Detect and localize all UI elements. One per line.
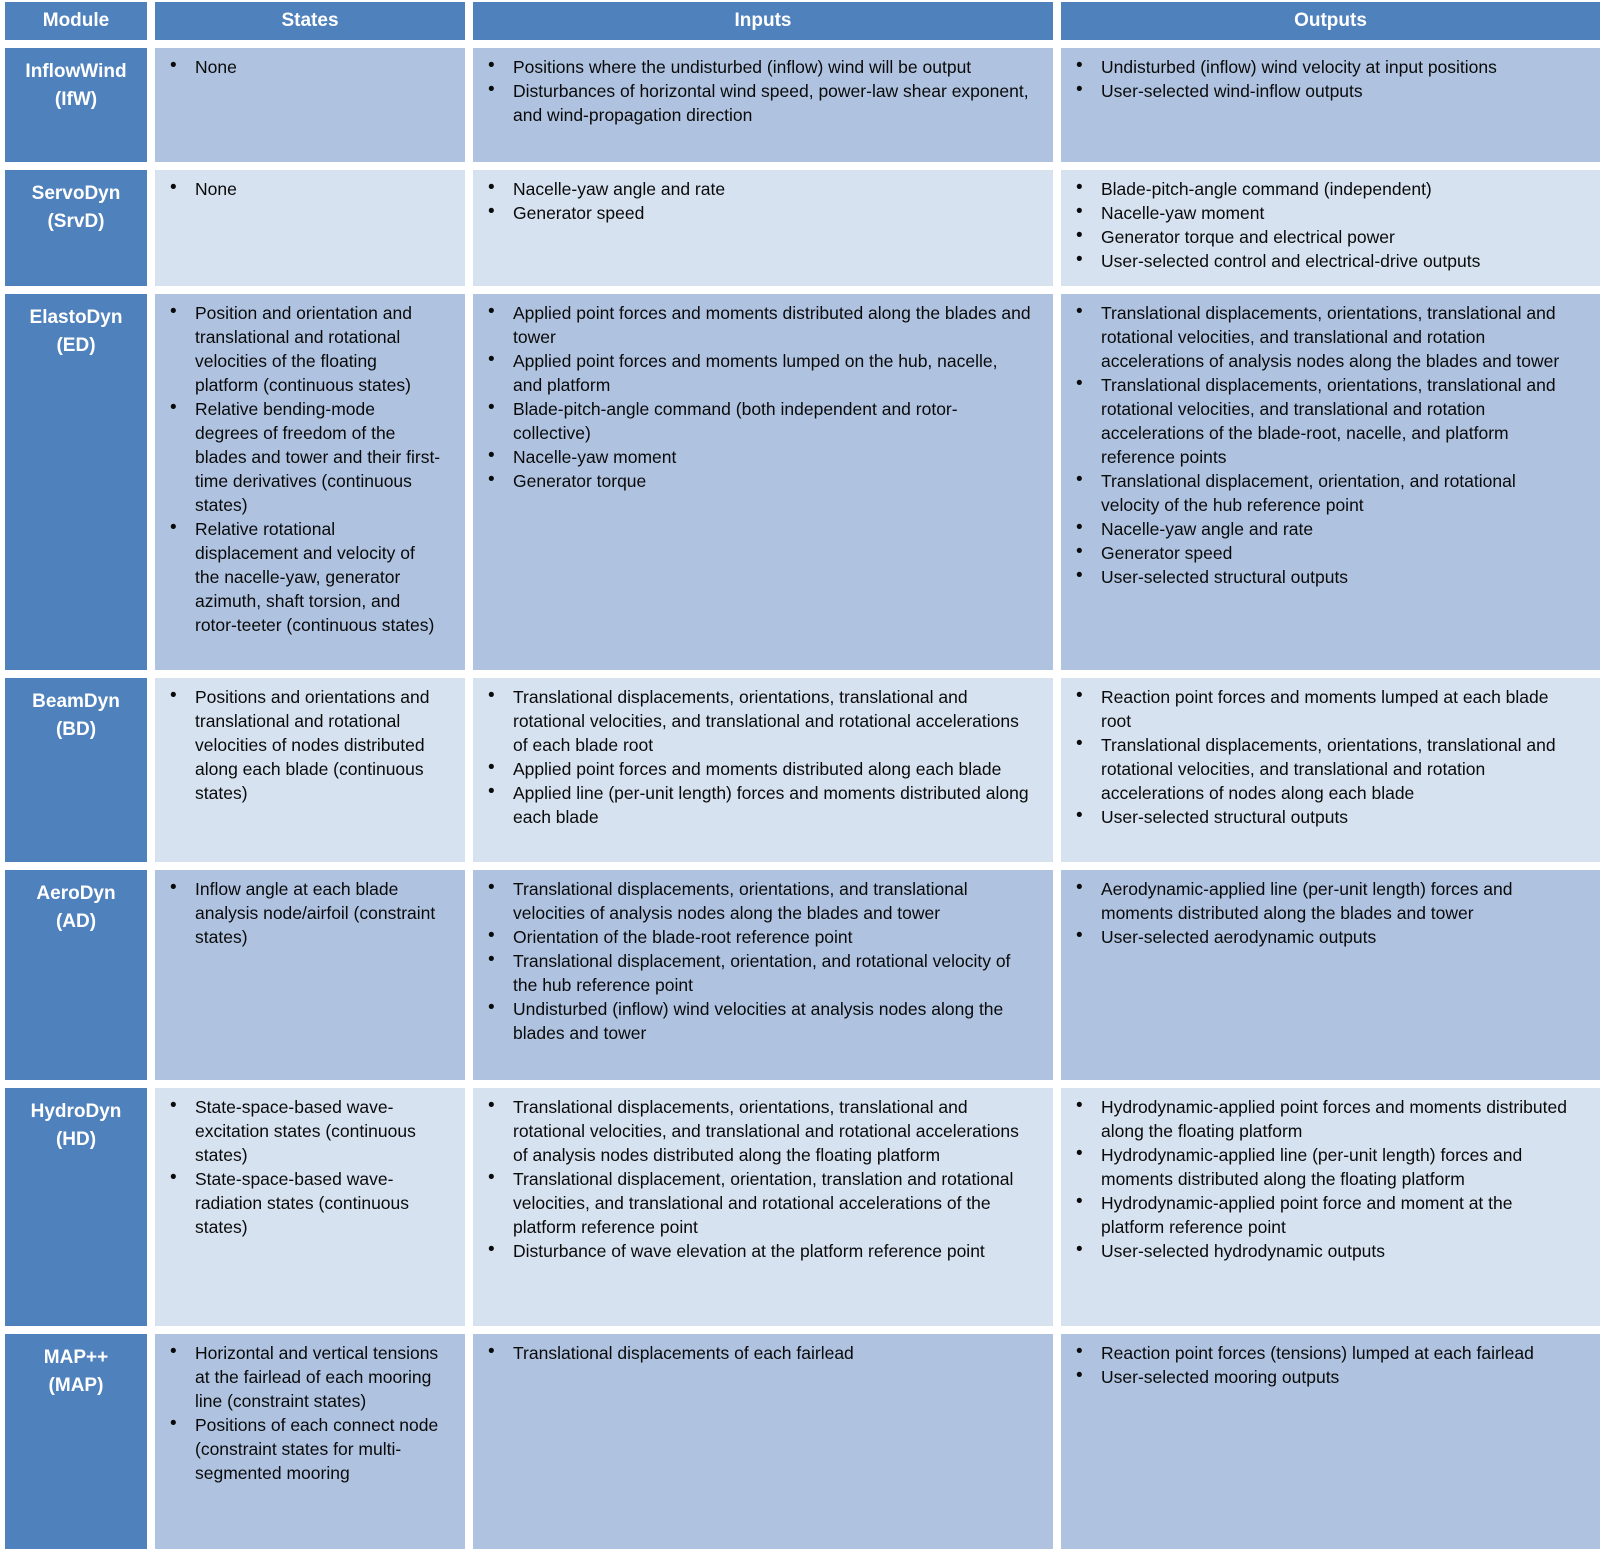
outputs-cell bbox=[1061, 48, 1600, 162]
bullet-item: • Translational displacements, orientations, translational and rotational velocities, and translational and rotation accelerations of nodes along each blade bbox=[1061, 733, 1578, 805]
module-name: HydroDyn bbox=[30, 1101, 122, 1122]
module-cell bbox=[5, 170, 147, 286]
inputs-cell bbox=[473, 678, 1053, 862]
states-cell bbox=[155, 170, 465, 286]
module-cell bbox=[5, 294, 147, 670]
module-name: BeamDyn bbox=[32, 691, 120, 712]
bullet-item: • User-selected hydrodynamic outputs bbox=[1061, 1239, 1578, 1263]
states-list bbox=[155, 685, 443, 805]
outputs-cell bbox=[1061, 1088, 1600, 1326]
table-row bbox=[5, 678, 1600, 862]
bullet-item: • Generator torque bbox=[473, 469, 1031, 493]
outputs-list bbox=[1061, 1095, 1578, 1263]
outputs-list bbox=[1061, 177, 1578, 273]
table-row bbox=[5, 870, 1600, 1080]
bullet-item: • State-space-based wave-excitation states (continuous states) bbox=[155, 1095, 443, 1167]
bullet-item: • Aerodynamic-applied line (per-unit length) forces and moments distributed along the blades and tower bbox=[1061, 877, 1578, 925]
outputs-cell bbox=[1061, 1334, 1600, 1549]
bullet-item: • None bbox=[155, 177, 443, 201]
table-body bbox=[5, 48, 1600, 1549]
bullet-item: • Positions where the undisturbed (inflow) wind will be output bbox=[473, 55, 1031, 79]
bullet-item: • Reaction point forces (tensions) lumped at each fairlead bbox=[1061, 1341, 1578, 1365]
inputs-cell bbox=[473, 294, 1053, 670]
outputs-cell bbox=[1061, 870, 1600, 1080]
bullet-item: • Translational displacements, orientations, translational and rotational velocities, and translational and rotation accelerations of analysis nodes along the blades and tower bbox=[1061, 301, 1578, 373]
inputs-list bbox=[473, 685, 1031, 829]
module-name: ElastoDyn bbox=[29, 307, 123, 328]
header-row bbox=[5, 2, 1600, 40]
module-name: InflowWind bbox=[25, 61, 127, 82]
bullet-item: • Generator torque and electrical power bbox=[1061, 225, 1578, 249]
outputs-cell bbox=[1061, 294, 1600, 670]
bullet-item: • Relative bending-mode degrees of freedom of the blades and tower and their first-time derivatives (continuous states) bbox=[155, 397, 443, 517]
states-cell bbox=[155, 1088, 465, 1326]
states-list bbox=[155, 55, 443, 79]
inputs-list bbox=[473, 877, 1031, 1045]
bullet-item: • Translational displacement, orientation, and rotational velocity of the hub reference point bbox=[473, 949, 1031, 997]
column-header-outputs: Outputs bbox=[1061, 2, 1600, 40]
inputs-list bbox=[473, 177, 1031, 225]
bullet-item: • Blade-pitch-angle command (independent) bbox=[1061, 177, 1578, 201]
column-header-module: Module bbox=[5, 2, 147, 40]
bullet-item: • Nacelle-yaw moment bbox=[473, 445, 1031, 469]
bullet-item: • User-selected mooring outputs bbox=[1061, 1365, 1578, 1389]
states-list bbox=[155, 301, 443, 637]
module-cell bbox=[5, 1088, 147, 1326]
inputs-cell bbox=[473, 1088, 1053, 1326]
states-cell bbox=[155, 1334, 465, 1549]
module-abbr: (MAP) bbox=[48, 1375, 104, 1396]
bullet-item: • None bbox=[155, 55, 443, 79]
bullet-item: • Position and orientation and translational and rotational velocities of the floating platform (continuous states) bbox=[155, 301, 443, 397]
outputs-cell bbox=[1061, 678, 1600, 862]
inputs-list bbox=[473, 55, 1031, 127]
outputs-cell bbox=[1061, 170, 1600, 286]
inputs-cell bbox=[473, 48, 1053, 162]
bullet-item: • Nacelle-yaw moment bbox=[1061, 201, 1578, 225]
module-abbr: (BD) bbox=[55, 719, 97, 740]
bullet-item: • Translational displacements of each fairlead bbox=[473, 1341, 1031, 1365]
states-list bbox=[155, 877, 443, 949]
states-cell bbox=[155, 870, 465, 1080]
module-cell bbox=[5, 48, 147, 162]
inputs-list bbox=[473, 1341, 1031, 1365]
outputs-list bbox=[1061, 1341, 1578, 1389]
states-list bbox=[155, 177, 443, 201]
module-name: MAP++ bbox=[43, 1347, 109, 1368]
bullet-item: • Disturbance of wave elevation at the platform reference point bbox=[473, 1239, 1031, 1263]
bullet-item: • Nacelle-yaw angle and rate bbox=[1061, 517, 1578, 541]
table-row bbox=[5, 1334, 1600, 1549]
bullet-item: • Applied point forces and moments distributed along the blades and tower bbox=[473, 301, 1031, 349]
bullet-item: • Reaction point forces and moments lumped at each blade root bbox=[1061, 685, 1578, 733]
module-abbr: (ED) bbox=[56, 335, 96, 356]
bullet-item: • Translational displacements, orientations, and translational velocities of analysis nodes along the blades and tower bbox=[473, 877, 1031, 925]
bullet-item: • Translational displacement, orientation, and rotational velocity of the hub reference point bbox=[1061, 469, 1578, 517]
inputs-cell bbox=[473, 170, 1053, 286]
module-cell bbox=[5, 678, 147, 862]
states-list bbox=[155, 1095, 443, 1239]
bullet-item: • Blade-pitch-angle command (both independent and rotor-collective) bbox=[473, 397, 1031, 445]
inputs-list bbox=[473, 301, 1031, 493]
bullet-item: • Positions and orientations and translational and rotational velocities of nodes distributed along each blade (continuous states) bbox=[155, 685, 443, 805]
column-header-states: States bbox=[155, 2, 465, 40]
bullet-item: • Translational displacements, orientations, translational and rotational velocities, and translational and rotational accelerations of each blade root bbox=[473, 685, 1031, 757]
inputs-cell bbox=[473, 1334, 1053, 1549]
module-abbr: (IfW) bbox=[54, 89, 98, 110]
table-row bbox=[5, 170, 1600, 286]
outputs-list bbox=[1061, 685, 1578, 829]
bullet-item: • Applied line (per-unit length) forces and moments distributed along each blade bbox=[473, 781, 1031, 829]
bullet-item: • Undisturbed (inflow) wind velocity at input positions bbox=[1061, 55, 1578, 79]
bullet-item: • Positions of each connect node (constraint states for multi-segmented mooring bbox=[155, 1413, 443, 1485]
module-name: AeroDyn bbox=[36, 883, 116, 904]
bullet-item: • Applied point forces and moments distributed along each blade bbox=[473, 757, 1031, 781]
bullet-item: • User-selected aerodynamic outputs bbox=[1061, 925, 1578, 949]
bullet-item: • Orientation of the blade-root reference point bbox=[473, 925, 1031, 949]
bullet-item: • Hydrodynamic-applied point forces and moments distributed along the floating platform bbox=[1061, 1095, 1578, 1143]
bullet-item: • Relative rotational displacement and velocity of the nacelle-yaw, generator azimuth, shaft torsion, and rotor-teeter (continuous states) bbox=[155, 517, 443, 637]
bullet-item: • Disturbances of horizontal wind speed, power-law shear exponent, and wind-propagation direction bbox=[473, 79, 1031, 127]
bullet-item: • User-selected wind-inflow outputs bbox=[1061, 79, 1578, 103]
bullet-item: • Translational displacements, orientations, translational and rotational velocities, and translational and rotation accelerations of the blade-root, nacelle, and platform reference points bbox=[1061, 373, 1578, 469]
bullet-item: • Undisturbed (inflow) wind velocities at analysis nodes along the blades and tower bbox=[473, 997, 1031, 1045]
module-name: ServoDyn bbox=[31, 183, 121, 204]
bullet-item: • Translational displacements, orientations, translational and rotational velocities, and translational and rotational accelerations of analysis nodes distributed along the floating platform bbox=[473, 1095, 1031, 1167]
column-header-inputs: Inputs bbox=[473, 2, 1053, 40]
module-cell bbox=[5, 870, 147, 1080]
bullet-item: • Generator speed bbox=[473, 201, 1031, 225]
states-cell bbox=[155, 48, 465, 162]
bullet-item: • Translational displacement, orientation, translation and rotational velocities, and translational and rotational accelerations of the platform reference point bbox=[473, 1167, 1031, 1239]
table-row bbox=[5, 48, 1600, 162]
bullet-item: • Applied point forces and moments lumped on the hub, nacelle, and platform bbox=[473, 349, 1031, 397]
bullet-item: • State-space-based wave-radiation states (continuous states) bbox=[155, 1167, 443, 1239]
inputs-list bbox=[473, 1095, 1031, 1263]
bullet-item: • Hydrodynamic-applied line (per-unit length) forces and moments distributed along the floating platform bbox=[1061, 1143, 1578, 1191]
inputs-cell bbox=[473, 870, 1053, 1080]
outputs-list bbox=[1061, 55, 1578, 103]
module-abbr: (AD) bbox=[55, 911, 97, 932]
bullet-item: • User-selected structural outputs bbox=[1061, 805, 1578, 829]
bullet-item: • User-selected structural outputs bbox=[1061, 565, 1578, 589]
bullet-item: • Generator speed bbox=[1061, 541, 1578, 565]
module-abbr: (SrvD) bbox=[47, 211, 105, 232]
table-row bbox=[5, 294, 1600, 670]
table-row bbox=[5, 1088, 1600, 1326]
bullet-item: • Hydrodynamic-applied point force and moment at the platform reference point bbox=[1061, 1191, 1578, 1239]
outputs-list bbox=[1061, 301, 1578, 589]
outputs-list bbox=[1061, 877, 1578, 949]
module-abbr: (HD) bbox=[55, 1129, 97, 1150]
states-cell bbox=[155, 294, 465, 670]
bullet-item: • User-selected control and electrical-drive outputs bbox=[1061, 249, 1578, 273]
bullet-item: • Horizontal and vertical tensions at the fairlead of each mooring line (constraint states) bbox=[155, 1341, 443, 1413]
bullet-item: • Nacelle-yaw angle and rate bbox=[473, 177, 1031, 201]
states-cell bbox=[155, 678, 465, 862]
bullet-item: • Inflow angle at each blade analysis node/airfoil (constraint states) bbox=[155, 877, 443, 949]
states-list bbox=[155, 1341, 443, 1485]
module-cell bbox=[5, 1334, 147, 1549]
